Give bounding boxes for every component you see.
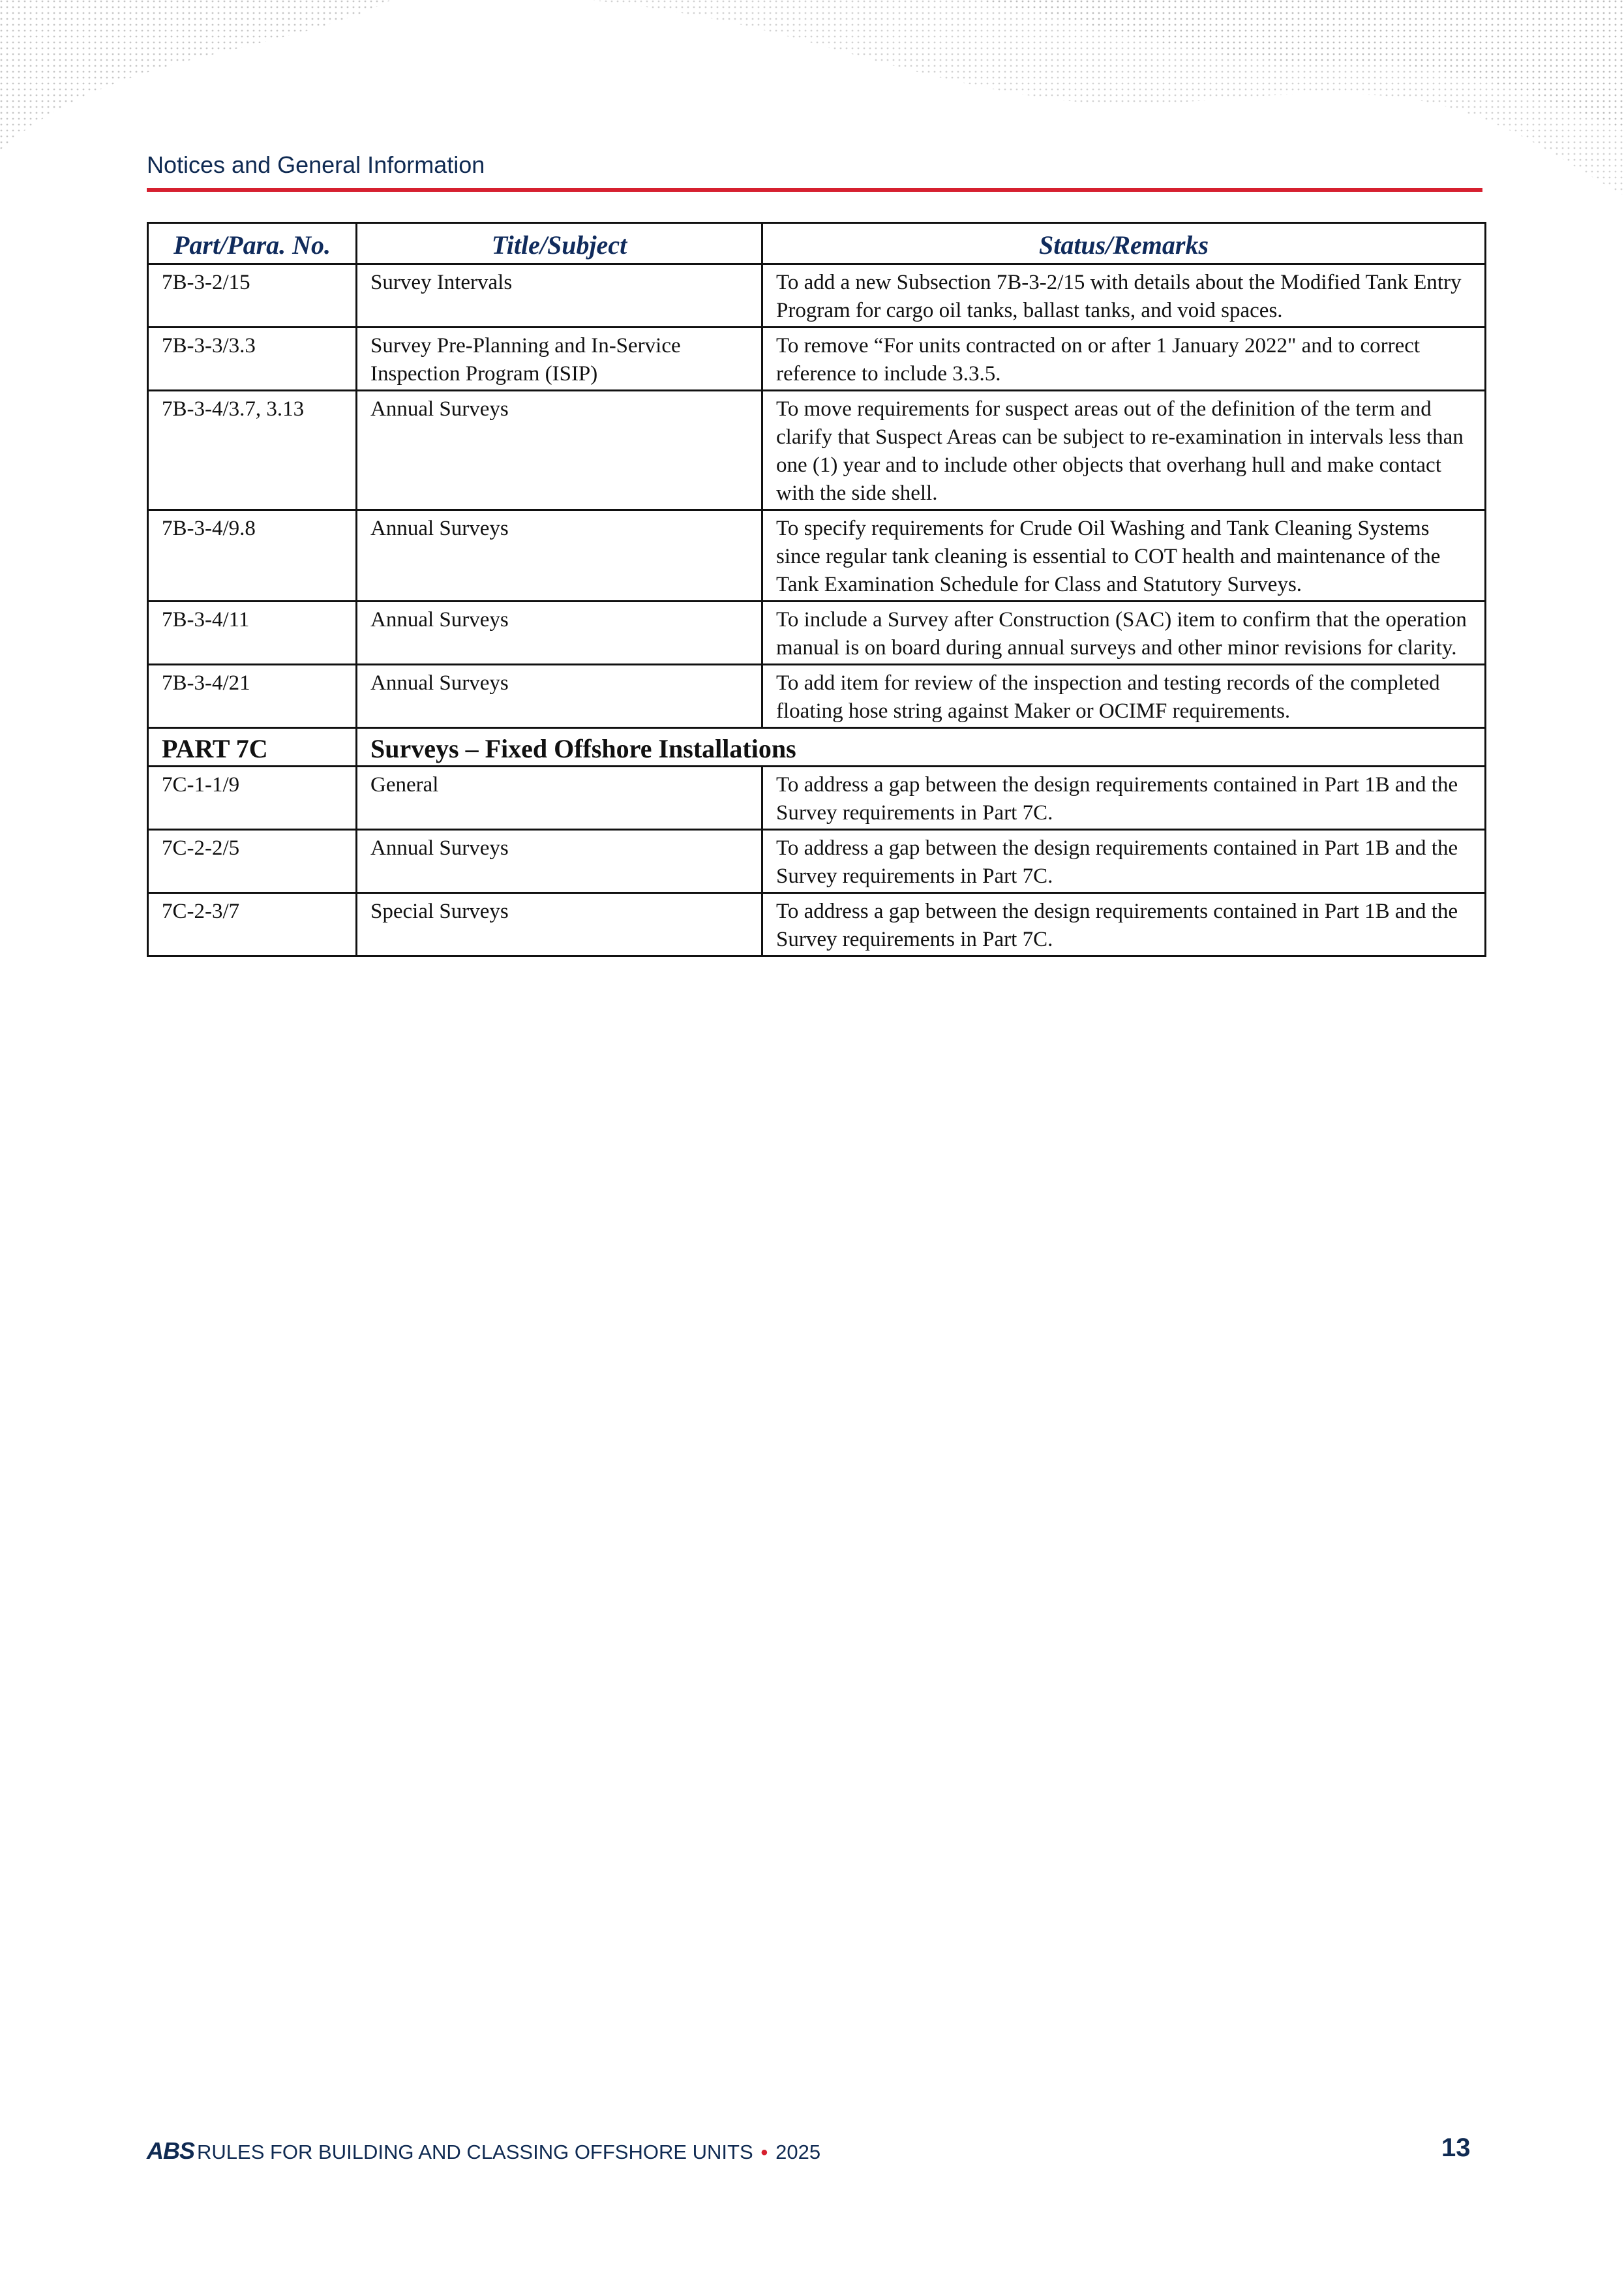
cell-part-para: 7C-1-1/9	[148, 767, 357, 830]
cell-title-subject: Survey Intervals	[357, 264, 762, 328]
cell-title-subject: Annual Surveys	[357, 602, 762, 665]
page-number: 13	[1441, 2133, 1471, 2162]
cell-part-para: 7B-3-4/3.7, 3.13	[148, 391, 357, 510]
column-header-part-para: Part/Para. No.	[148, 223, 357, 264]
column-header-title-subject: Title/Subject	[357, 223, 762, 264]
cell-title-subject: Survey Pre-Planning and In-Service Inspection Program (ISIP)	[357, 328, 762, 391]
table-header-row	[148, 223, 1486, 264]
cell-part-para: 7B-3-2/15	[148, 264, 357, 328]
part-number: PART 7C	[148, 728, 357, 767]
cell-status-remarks: To address a gap between the design requirements contained in Part 1B and the Survey requirements in Part 7C.	[762, 767, 1486, 830]
table-row	[148, 893, 1486, 956]
cell-part-para: 7C-2-2/5	[148, 830, 357, 893]
cell-status-remarks: To remove “For units contracted on or after 1 January 2022" and to correct reference to include 3.3.5.	[762, 328, 1486, 391]
cell-part-para: 7B-3-4/21	[148, 665, 357, 728]
cell-title-subject: Annual Surveys	[357, 830, 762, 893]
cell-status-remarks: To add a new Subsection 7B-3-2/15 with details about the Modified Tank Entry Program for cargo oil tanks, ballast tanks, and void spaces.	[762, 264, 1486, 328]
cell-status-remarks: To specify requirements for Crude Oil Washing and Tank Cleaning Systems since regular tank cleaning is essential to COT health and maintenance of the Tank Examination Schedule for Class and Statutory Surveys.	[762, 510, 1486, 602]
document-year: 2025	[775, 2141, 821, 2163]
document-title: RULES FOR BUILDING AND CLASSING OFFSHORE UNITS	[197, 2141, 753, 2163]
cell-title-subject: General	[357, 767, 762, 830]
cell-title-subject: Annual Surveys	[357, 510, 762, 602]
footer-separator: •	[760, 2142, 768, 2163]
table-row	[148, 510, 1486, 602]
cell-part-para: 7B-3-4/9.8	[148, 510, 357, 602]
table-row	[148, 328, 1486, 391]
cell-part-para: 7B-3-3/3.3	[148, 328, 357, 391]
notices-table	[147, 222, 1486, 957]
cell-status-remarks: To move requirements for suspect areas out of the definition of the term and clarify that Suspect Areas can be subject to re-examination in intervals less than one (1) year and to include other objects that overhang hull and make contact with the side shell.	[762, 391, 1486, 510]
table-row	[148, 391, 1486, 510]
column-header-status-remarks: Status/Remarks	[762, 223, 1486, 264]
table-row	[148, 665, 1486, 728]
part-title: Surveys – Fixed Offshore Installations	[357, 728, 1486, 767]
table-row	[148, 767, 1486, 830]
table-row	[148, 264, 1486, 328]
cell-part-para: 7B-3-4/11	[148, 602, 357, 665]
cell-title-subject: Special Surveys	[357, 893, 762, 956]
table-row	[148, 830, 1486, 893]
cell-title-subject: Annual Surveys	[357, 391, 762, 510]
section-title: Notices and General Information	[147, 151, 485, 178]
table-row	[148, 602, 1486, 665]
cell-title-subject: Annual Surveys	[357, 665, 762, 728]
cell-status-remarks: To include a Survey after Construction (SAC) item to confirm that the operation manual is on board during annual surveys and other minor revisions for clarity.	[762, 602, 1486, 665]
cell-part-para: 7C-2-3/7	[148, 893, 357, 956]
cell-status-remarks: To address a gap between the design requirements contained in Part 1B and the Survey requirements in Part 7C.	[762, 893, 1486, 956]
page-footer	[147, 2137, 820, 2165]
part-heading-row	[148, 728, 1486, 767]
header-divider	[147, 188, 1482, 192]
cell-status-remarks: To address a gap between the design requirements contained in Part 1B and the Survey requirements in Part 7C.	[762, 830, 1486, 893]
abs-logo: ABS	[147, 2137, 195, 2164]
cell-status-remarks: To add item for review of the inspection and testing records of the completed floating hose string against Maker or OCIMF requirements.	[762, 665, 1486, 728]
